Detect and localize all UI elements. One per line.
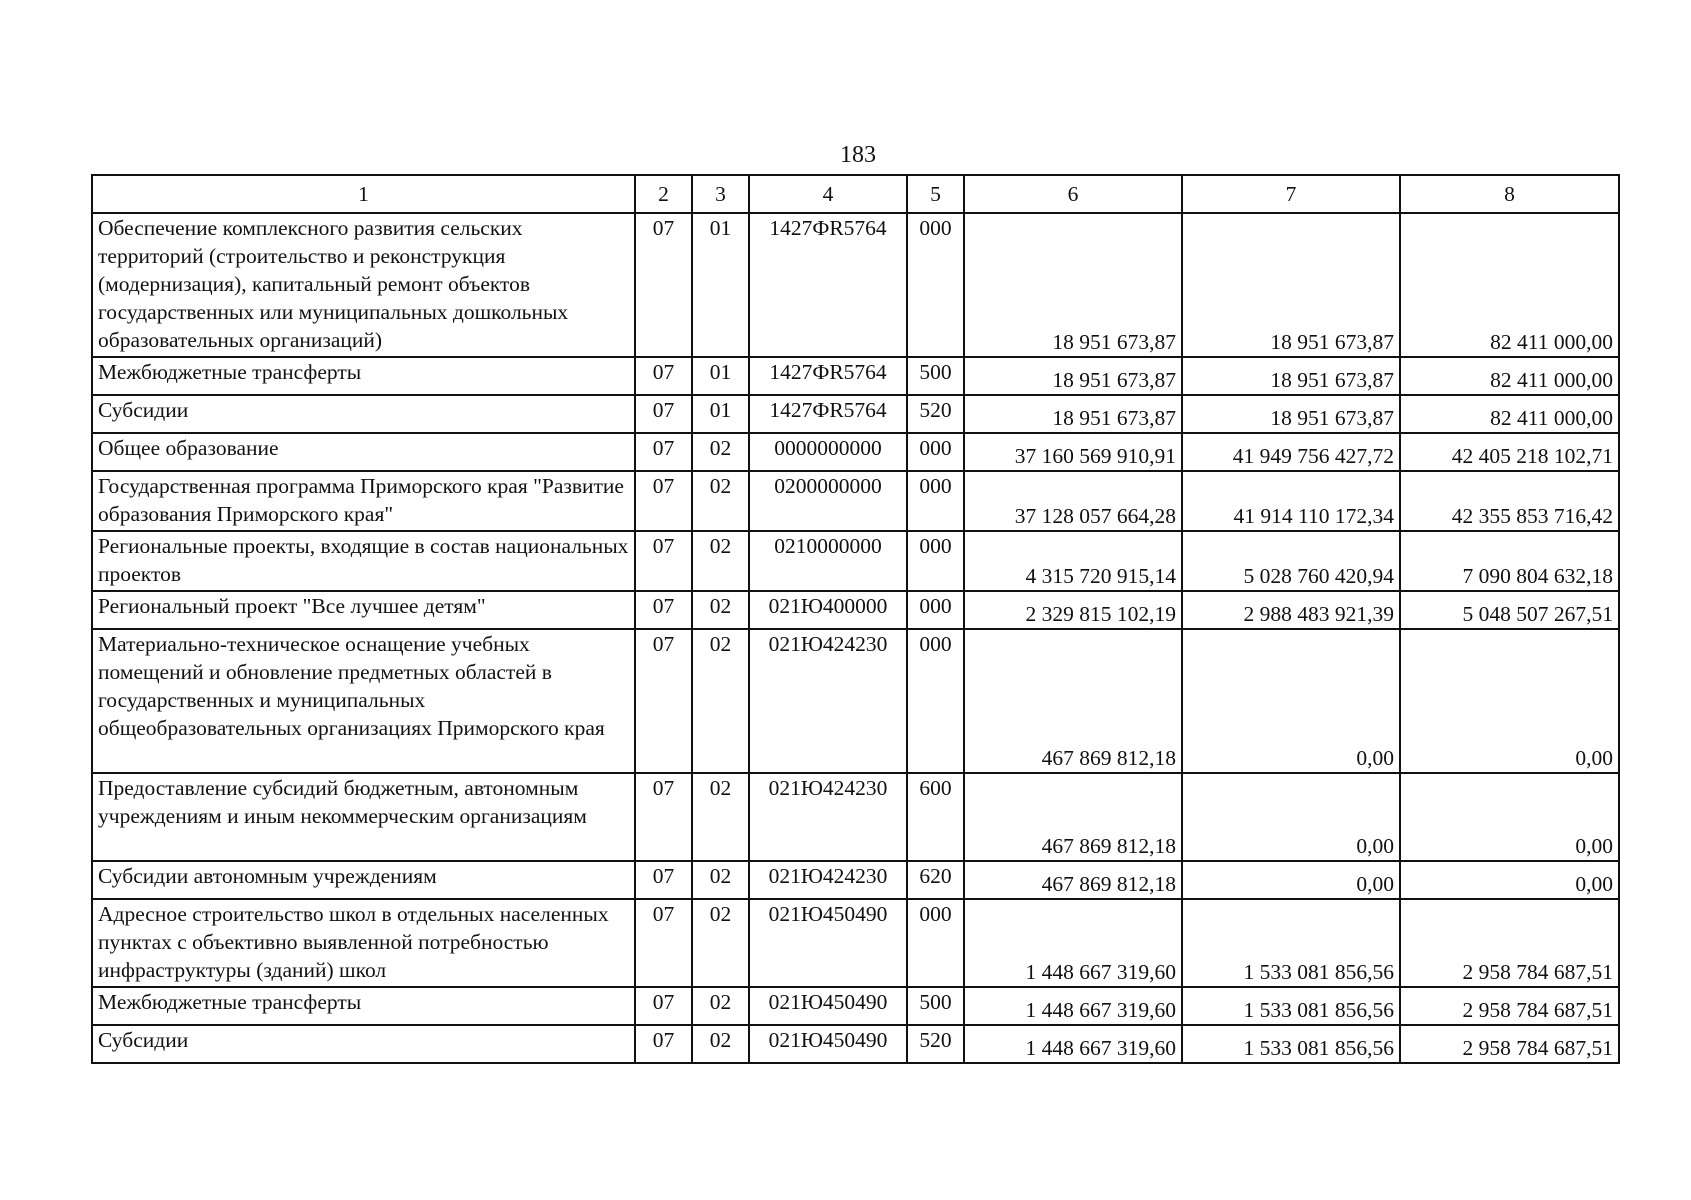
expense-type-code: 500 — [907, 987, 964, 1025]
target-article-code: 021Ю424230 — [749, 861, 907, 899]
amount-col6: 1 448 667 319,60 — [964, 987, 1182, 1025]
section-code: 07 — [635, 357, 692, 395]
expense-type-code: 000 — [907, 471, 964, 531]
subsection-code: 02 — [692, 1025, 749, 1063]
amount-col8: 5 048 507 267,51 — [1400, 591, 1619, 629]
row-name: Предоставление субсидий бюджетным, автономным учреждениям и иным некоммерческим организациям — [92, 773, 635, 861]
expense-type-code: 620 — [907, 861, 964, 899]
expense-type-code: 000 — [907, 531, 964, 591]
amount-col8: 0,00 — [1400, 629, 1619, 773]
amount-col7: 1 533 081 856,56 — [1182, 1025, 1400, 1063]
expense-type-code: 520 — [907, 1025, 964, 1063]
subsection-code: 02 — [692, 471, 749, 531]
column-header: 1 — [92, 175, 635, 213]
amount-col7: 0,00 — [1182, 629, 1400, 773]
column-header: 3 — [692, 175, 749, 213]
column-header: 4 — [749, 175, 907, 213]
amount-col7: 41 949 756 427,72 — [1182, 433, 1400, 471]
target-article-code: 1427ФR5764 — [749, 357, 907, 395]
amount-col8: 82 411 000,00 — [1400, 357, 1619, 395]
section-code: 07 — [635, 471, 692, 531]
amount-col8: 7 090 804 632,18 — [1400, 531, 1619, 591]
expense-type-code: 000 — [907, 591, 964, 629]
table-row — [92, 213, 1619, 357]
column-header: 7 — [1182, 175, 1400, 213]
row-name: Межбюджетные трансферты — [92, 987, 635, 1025]
budget-table — [91, 174, 1620, 1064]
section-code: 07 — [635, 531, 692, 591]
subsection-code: 02 — [692, 899, 749, 987]
table-row — [92, 433, 1619, 471]
row-name: Адресное строительство школ в отдельных населенных пунктах с объективно выявленной потребностью инфраструктуры (зданий) школ — [92, 899, 635, 987]
row-name: Субсидии автономным учреждениям — [92, 861, 635, 899]
section-code: 07 — [635, 395, 692, 433]
amount-col6: 4 315 720 915,14 — [964, 531, 1182, 591]
subsection-code: 01 — [692, 357, 749, 395]
amount-col8: 82 411 000,00 — [1400, 395, 1619, 433]
amount-col6: 18 951 673,87 — [964, 213, 1182, 357]
expense-type-code: 500 — [907, 357, 964, 395]
amount-col8: 2 958 784 687,51 — [1400, 899, 1619, 987]
table-row — [92, 357, 1619, 395]
amount-col8: 42 355 853 716,42 — [1400, 471, 1619, 531]
row-name: Региональные проекты, входящие в состав национальных проектов — [92, 531, 635, 591]
table-row — [92, 531, 1619, 591]
subsection-code: 02 — [692, 531, 749, 591]
target-article-code: 021Ю424230 — [749, 773, 907, 861]
table-row — [92, 1025, 1619, 1063]
amount-col6: 37 128 057 664,28 — [964, 471, 1182, 531]
section-code: 07 — [635, 433, 692, 471]
amount-col7: 5 028 760 420,94 — [1182, 531, 1400, 591]
table-row — [92, 395, 1619, 433]
amount-col7: 18 951 673,87 — [1182, 213, 1400, 357]
expense-type-code: 520 — [907, 395, 964, 433]
amount-col8: 82 411 000,00 — [1400, 213, 1619, 357]
section-code: 07 — [635, 1025, 692, 1063]
row-name: Субсидии — [92, 1025, 635, 1063]
amount-col7: 1 533 081 856,56 — [1182, 899, 1400, 987]
target-article-code: 021Ю450490 — [749, 1025, 907, 1063]
amount-col8: 2 958 784 687,51 — [1400, 1025, 1619, 1063]
target-article-code: 021Ю424230 — [749, 629, 907, 773]
amount-col8: 0,00 — [1400, 773, 1619, 861]
amount-col7: 18 951 673,87 — [1182, 357, 1400, 395]
row-name: Обеспечение комплексного развития сельских территорий (строительство и реконструкция (модернизация), капитальный ремонт объектов государственных или муниципальных дошкольных образовательных организаций) — [92, 213, 635, 357]
target-article-code: 0000000000 — [749, 433, 907, 471]
section-code: 07 — [635, 987, 692, 1025]
section-code: 07 — [635, 899, 692, 987]
target-article-code: 021Ю400000 — [749, 591, 907, 629]
target-article-code: 021Ю450490 — [749, 987, 907, 1025]
amount-col7: 18 951 673,87 — [1182, 395, 1400, 433]
amount-col6: 1 448 667 319,60 — [964, 899, 1182, 987]
column-header: 2 — [635, 175, 692, 213]
target-article-code: 1427ФR5764 — [749, 395, 907, 433]
row-name: Региональный проект "Все лучшее детям" — [92, 591, 635, 629]
target-article-code: 1427ФR5764 — [749, 213, 907, 357]
amount-col7: 0,00 — [1182, 773, 1400, 861]
section-code: 07 — [635, 773, 692, 861]
subsection-code: 01 — [692, 395, 749, 433]
page-number: 183 — [840, 142, 876, 168]
section-code: 07 — [635, 629, 692, 773]
amount-col6: 1 448 667 319,60 — [964, 1025, 1182, 1063]
row-name: Государственная программа Приморского края "Развитие образования Приморского края" — [92, 471, 635, 531]
row-name: Материально-техническое оснащение учебных помещений и обновление предметных областей в государственных и муниципальных общеобразовательных организациях Приморского края — [92, 629, 635, 773]
table-row — [92, 899, 1619, 987]
target-article-code: 0210000000 — [749, 531, 907, 591]
section-code: 07 — [635, 213, 692, 357]
expense-type-code: 000 — [907, 629, 964, 773]
subsection-code: 02 — [692, 629, 749, 773]
row-name: Общее образование — [92, 433, 635, 471]
amount-col7: 0,00 — [1182, 861, 1400, 899]
expense-type-code: 000 — [907, 899, 964, 987]
amount-col6: 467 869 812,18 — [964, 629, 1182, 773]
table-row — [92, 861, 1619, 899]
section-code: 07 — [635, 861, 692, 899]
table-row — [92, 987, 1619, 1025]
amount-col7: 2 988 483 921,39 — [1182, 591, 1400, 629]
row-name: Межбюджетные трансферты — [92, 357, 635, 395]
amount-col6: 18 951 673,87 — [964, 357, 1182, 395]
amount-col7: 41 914 110 172,34 — [1182, 471, 1400, 531]
expense-type-code: 000 — [907, 213, 964, 357]
section-code: 07 — [635, 591, 692, 629]
table-row — [92, 471, 1619, 531]
table-row — [92, 591, 1619, 629]
target-article-code: 021Ю450490 — [749, 899, 907, 987]
subsection-code: 01 — [692, 213, 749, 357]
amount-col6: 37 160 569 910,91 — [964, 433, 1182, 471]
amount-col8: 42 405 218 102,71 — [1400, 433, 1619, 471]
amount-col6: 18 951 673,87 — [964, 395, 1182, 433]
amount-col6: 2 329 815 102,19 — [964, 591, 1182, 629]
subsection-code: 02 — [692, 773, 749, 861]
amount-col8: 0,00 — [1400, 861, 1619, 899]
expense-type-code: 000 — [907, 433, 964, 471]
subsection-code: 02 — [692, 591, 749, 629]
column-header: 6 — [964, 175, 1182, 213]
column-header: 8 — [1400, 175, 1619, 213]
amount-col7: 1 533 081 856,56 — [1182, 987, 1400, 1025]
column-header: 5 — [907, 175, 964, 213]
target-article-code: 0200000000 — [749, 471, 907, 531]
amount-col6: 467 869 812,18 — [964, 773, 1182, 861]
table-header-row — [92, 175, 1619, 213]
amount-col8: 2 958 784 687,51 — [1400, 987, 1619, 1025]
amount-col6: 467 869 812,18 — [964, 861, 1182, 899]
subsection-code: 02 — [692, 433, 749, 471]
table-row — [92, 629, 1619, 773]
subsection-code: 02 — [692, 987, 749, 1025]
row-name: Субсидии — [92, 395, 635, 433]
expense-type-code: 600 — [907, 773, 964, 861]
subsection-code: 02 — [692, 861, 749, 899]
table-row — [92, 773, 1619, 861]
